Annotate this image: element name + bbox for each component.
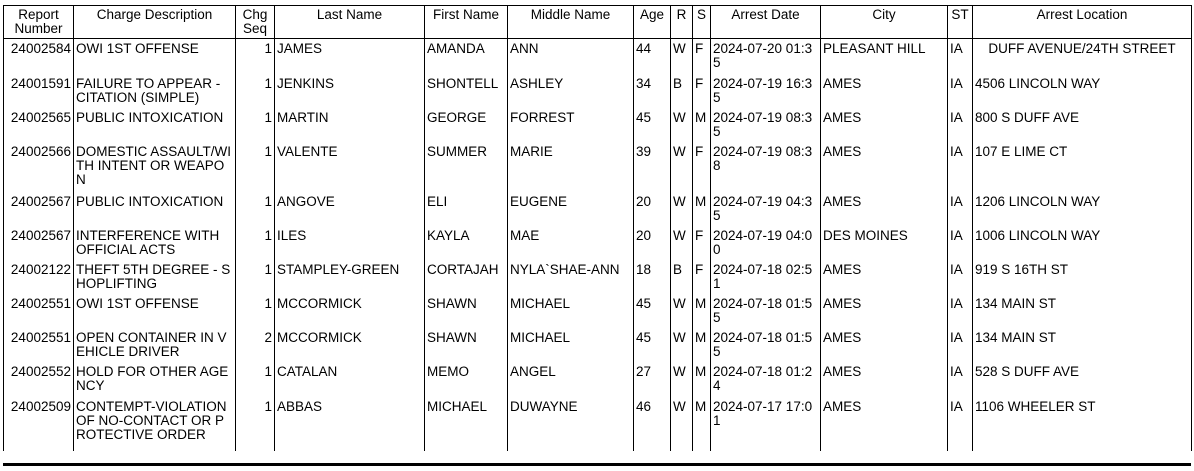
cell-state: IA bbox=[948, 397, 973, 451]
cell-age: 45 bbox=[634, 108, 671, 142]
cell-chg-seq: 1 bbox=[236, 74, 275, 108]
cell-first-name: SHAWN bbox=[425, 328, 508, 362]
cell-age: 34 bbox=[634, 74, 671, 108]
cell-last-name: JENKINS bbox=[275, 74, 425, 108]
cell-report-number: 24002122 bbox=[4, 260, 74, 294]
cell-sex: M bbox=[693, 294, 711, 328]
cell-first-name: MICHAEL bbox=[425, 397, 508, 451]
cell-chg-seq: 1 bbox=[236, 362, 275, 397]
table-row bbox=[4, 142, 1192, 192]
header-arrest-location: Arrest Location bbox=[973, 6, 1192, 39]
header-charge-description: Charge Description bbox=[74, 6, 236, 39]
table-row bbox=[4, 397, 1192, 451]
table-row bbox=[4, 328, 1192, 362]
cell-charge-description: THEFT 5TH DEGREE - SHOPLIFTING bbox=[74, 260, 236, 294]
cell-city: AMES bbox=[821, 362, 948, 397]
cell-state: IA bbox=[948, 328, 973, 362]
cell-arrest-location: 134 MAIN ST bbox=[973, 294, 1192, 328]
cell-last-name: MARTIN bbox=[275, 108, 425, 142]
cell-sex: M bbox=[693, 108, 711, 142]
cell-charge-description: CONTEMPT-VIOLATION OF NO-CONTACT OR PROTECTIVE ORDER bbox=[74, 397, 236, 451]
cell-sex: M bbox=[693, 328, 711, 362]
cell-age: 27 bbox=[634, 362, 671, 397]
cell-race: W bbox=[671, 39, 693, 74]
table-row bbox=[4, 74, 1192, 108]
header-sex: S bbox=[693, 6, 711, 39]
cell-last-name: ABBAS bbox=[275, 397, 425, 451]
cell-sex: F bbox=[693, 260, 711, 294]
cell-race: B bbox=[671, 260, 693, 294]
cell-arrest-date: 2024-07-18 01:55 bbox=[711, 328, 821, 362]
cell-arrest-location: 800 S DUFF AVE bbox=[973, 108, 1192, 142]
header-last-name: Last Name bbox=[275, 6, 425, 39]
header-city: City bbox=[821, 6, 948, 39]
cell-last-name: JAMES bbox=[275, 39, 425, 74]
cell-race: W bbox=[671, 328, 693, 362]
cell-sex: F bbox=[693, 74, 711, 108]
cell-chg-seq: 1 bbox=[236, 260, 275, 294]
table-header bbox=[4, 6, 1192, 39]
cell-city: PLEASANT HILL bbox=[821, 39, 948, 74]
cell-age: 45 bbox=[634, 294, 671, 328]
cell-age: 20 bbox=[634, 192, 671, 226]
cell-race: W bbox=[671, 108, 693, 142]
cell-charge-description: OWI 1ST OFFENSE bbox=[74, 294, 236, 328]
cell-arrest-location: DUFF AVENUE/24TH STREET bbox=[973, 39, 1192, 74]
cell-city: DES MOINES bbox=[821, 226, 948, 260]
cell-state: IA bbox=[948, 39, 973, 74]
cell-arrest-date: 2024-07-19 04:35 bbox=[711, 192, 821, 226]
table-row bbox=[4, 260, 1192, 294]
cell-arrest-date: 2024-07-19 04:00 bbox=[711, 226, 821, 260]
cell-arrest-location: 528 S DUFF AVE bbox=[973, 362, 1192, 397]
cell-race: W bbox=[671, 226, 693, 260]
cell-first-name: SHONTELL bbox=[425, 74, 508, 108]
cell-arrest-location: 4506 LINCOLN WAY bbox=[973, 74, 1192, 108]
cell-race: B bbox=[671, 74, 693, 108]
header-middle-name: Middle Name bbox=[508, 6, 634, 39]
cell-report-number: 24002565 bbox=[4, 108, 74, 142]
cell-state: IA bbox=[948, 74, 973, 108]
header-age: Age bbox=[634, 6, 671, 39]
cell-arrest-date: 2024-07-18 02:51 bbox=[711, 260, 821, 294]
cell-arrest-location: 1106 WHEELER ST bbox=[973, 397, 1192, 451]
cell-arrest-location: 134 MAIN ST bbox=[973, 328, 1192, 362]
cell-first-name: MEMO bbox=[425, 362, 508, 397]
cell-charge-description: DOMESTIC ASSAULT/WITH INTENT OR WEAPON bbox=[74, 142, 236, 192]
arrest-log-sheet bbox=[3, 5, 1192, 451]
cell-arrest-location: 1006 LINCOLN WAY bbox=[973, 226, 1192, 260]
cell-chg-seq: 1 bbox=[236, 142, 275, 192]
cell-charge-description: PUBLIC INTOXICATION bbox=[74, 192, 236, 226]
cell-age: 45 bbox=[634, 328, 671, 362]
table-row bbox=[4, 294, 1192, 328]
cell-chg-seq: 1 bbox=[236, 226, 275, 260]
cell-middle-name: ANGEL bbox=[508, 362, 634, 397]
cell-middle-name: NYLA`SHAE-ANN bbox=[508, 260, 634, 294]
header-arrest-date: Arrest Date bbox=[711, 6, 821, 39]
cell-last-name: MCCORMICK bbox=[275, 328, 425, 362]
cell-charge-description: PUBLIC INTOXICATION bbox=[74, 108, 236, 142]
cell-chg-seq: 2 bbox=[236, 328, 275, 362]
cell-arrest-date: 2024-07-17 17:01 bbox=[711, 397, 821, 451]
cell-city: AMES bbox=[821, 142, 948, 192]
table-row bbox=[4, 362, 1192, 397]
cell-chg-seq: 1 bbox=[236, 294, 275, 328]
cell-first-name: GEORGE bbox=[425, 108, 508, 142]
cell-arrest-date: 2024-07-18 01:24 bbox=[711, 362, 821, 397]
cell-arrest-date: 2024-07-19 08:35 bbox=[711, 108, 821, 142]
cell-middle-name: FORREST bbox=[508, 108, 634, 142]
header-row bbox=[4, 6, 1192, 39]
footer-divider bbox=[3, 463, 1191, 466]
table-row bbox=[4, 226, 1192, 260]
table-body bbox=[4, 39, 1192, 451]
cell-age: 20 bbox=[634, 226, 671, 260]
cell-city: AMES bbox=[821, 74, 948, 108]
header-state: ST bbox=[948, 6, 973, 39]
cell-report-number: 24002551 bbox=[4, 294, 74, 328]
cell-sex: F bbox=[693, 226, 711, 260]
cell-city: AMES bbox=[821, 192, 948, 226]
cell-last-name: ILES bbox=[275, 226, 425, 260]
table-row bbox=[4, 192, 1192, 226]
arrest-log-table bbox=[3, 5, 1192, 451]
cell-report-number: 24002509 bbox=[4, 397, 74, 451]
cell-chg-seq: 1 bbox=[236, 108, 275, 142]
cell-first-name: CORTAJAH bbox=[425, 260, 508, 294]
table-row bbox=[4, 108, 1192, 142]
cell-first-name: ELI bbox=[425, 192, 508, 226]
cell-middle-name: ANN bbox=[508, 39, 634, 74]
cell-state: IA bbox=[948, 226, 973, 260]
cell-sex: F bbox=[693, 39, 711, 74]
cell-city: AMES bbox=[821, 294, 948, 328]
cell-state: IA bbox=[948, 362, 973, 397]
header-first-name: First Name bbox=[425, 6, 508, 39]
cell-middle-name: MARIE bbox=[508, 142, 634, 192]
cell-first-name: SHAWN bbox=[425, 294, 508, 328]
cell-age: 44 bbox=[634, 39, 671, 74]
cell-state: IA bbox=[948, 142, 973, 192]
cell-middle-name: MAE bbox=[508, 226, 634, 260]
cell-middle-name: EUGENE bbox=[508, 192, 634, 226]
cell-last-name: ANGOVE bbox=[275, 192, 425, 226]
cell-report-number: 24001591 bbox=[4, 74, 74, 108]
cell-arrest-date: 2024-07-20 01:35 bbox=[711, 39, 821, 74]
cell-report-number: 24002552 bbox=[4, 362, 74, 397]
cell-sex: M bbox=[693, 192, 711, 226]
cell-city: AMES bbox=[821, 328, 948, 362]
cell-arrest-location: 107 E LIME CT bbox=[973, 142, 1192, 192]
cell-age: 18 bbox=[634, 260, 671, 294]
cell-charge-description: OWI 1ST OFFENSE bbox=[74, 39, 236, 74]
cell-report-number: 24002566 bbox=[4, 142, 74, 192]
cell-race: W bbox=[671, 294, 693, 328]
cell-arrest-date: 2024-07-19 16:35 bbox=[711, 74, 821, 108]
cell-sex: M bbox=[693, 397, 711, 451]
header-chg-seq: Chg Seq bbox=[236, 6, 275, 39]
cell-race: W bbox=[671, 192, 693, 226]
cell-race: W bbox=[671, 142, 693, 192]
cell-arrest-date: 2024-07-18 01:55 bbox=[711, 294, 821, 328]
cell-chg-seq: 1 bbox=[236, 192, 275, 226]
header-race: R bbox=[671, 6, 693, 39]
cell-last-name: VALENTE bbox=[275, 142, 425, 192]
cell-city: AMES bbox=[821, 397, 948, 451]
cell-report-number: 24002584 bbox=[4, 39, 74, 74]
cell-city: AMES bbox=[821, 108, 948, 142]
cell-charge-description: INTERFERENCE WITH OFFICIAL ACTS bbox=[74, 226, 236, 260]
cell-arrest-date: 2024-07-19 08:38 bbox=[711, 142, 821, 192]
cell-report-number: 24002567 bbox=[4, 192, 74, 226]
cell-middle-name: MICHAEL bbox=[508, 328, 634, 362]
cell-middle-name: DUWAYNE bbox=[508, 397, 634, 451]
cell-report-number: 24002551 bbox=[4, 328, 74, 362]
cell-arrest-location: 1206 LINCOLN WAY bbox=[973, 192, 1192, 226]
cell-first-name: AMANDA bbox=[425, 39, 508, 74]
cell-sex: F bbox=[693, 142, 711, 192]
cell-first-name: SUMMER bbox=[425, 142, 508, 192]
cell-report-number: 24002567 bbox=[4, 226, 74, 260]
cell-age: 46 bbox=[634, 397, 671, 451]
cell-race: W bbox=[671, 362, 693, 397]
cell-charge-description: HOLD FOR OTHER AGENCY bbox=[74, 362, 236, 397]
cell-charge-description: FAILURE TO APPEAR - CITATION (SIMPLE) bbox=[74, 74, 236, 108]
cell-arrest-location: 919 S 16TH ST bbox=[973, 260, 1192, 294]
cell-charge-description: OPEN CONTAINER IN VEHICLE DRIVER bbox=[74, 328, 236, 362]
cell-chg-seq: 1 bbox=[236, 39, 275, 74]
cell-chg-seq: 1 bbox=[236, 397, 275, 451]
table-row bbox=[4, 39, 1192, 74]
cell-last-name: STAMPLEY-GREEN bbox=[275, 260, 425, 294]
header-report-number: Report Number bbox=[4, 6, 74, 39]
cell-race: W bbox=[671, 397, 693, 451]
cell-middle-name: MICHAEL bbox=[508, 294, 634, 328]
cell-sex: M bbox=[693, 362, 711, 397]
cell-state: IA bbox=[948, 108, 973, 142]
cell-state: IA bbox=[948, 294, 973, 328]
cell-last-name: CATALAN bbox=[275, 362, 425, 397]
cell-state: IA bbox=[948, 260, 973, 294]
cell-state: IA bbox=[948, 192, 973, 226]
cell-last-name: MCCORMICK bbox=[275, 294, 425, 328]
cell-middle-name: ASHLEY bbox=[508, 74, 634, 108]
cell-city: AMES bbox=[821, 260, 948, 294]
cell-age: 39 bbox=[634, 142, 671, 192]
cell-first-name: KAYLA bbox=[425, 226, 508, 260]
